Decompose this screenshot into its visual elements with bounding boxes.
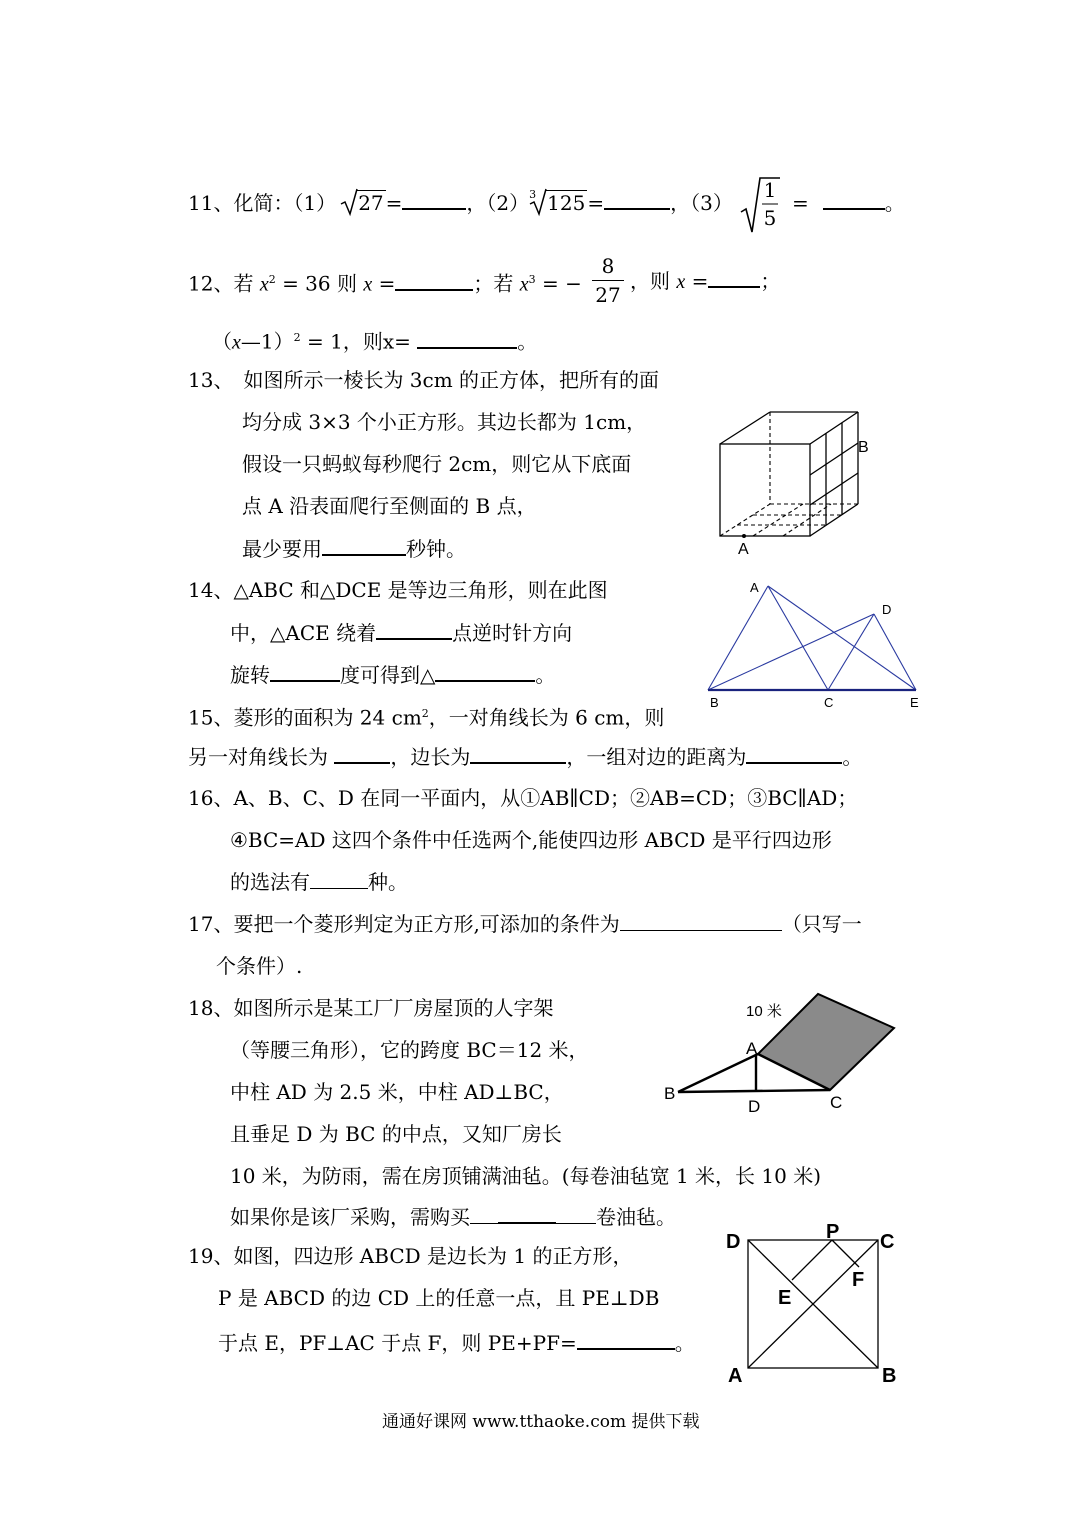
- q15-l2b: ，边长为: [390, 745, 471, 769]
- q12-blank-3[interactable]: [417, 329, 517, 349]
- q14-l3c: 。: [535, 663, 556, 687]
- label-D: D: [882, 602, 892, 617]
- q18-l6b: 卷油毡。: [596, 1205, 676, 1229]
- radical-icon: [529, 187, 547, 217]
- q14-l3: [230, 662, 555, 687]
- q14-l2b: 点逆时针方向: [452, 621, 573, 645]
- q12-then: ，则: [630, 269, 670, 293]
- var-x: x: [259, 273, 269, 296]
- paren-open: （: [212, 329, 232, 354]
- q14-l2: [230, 620, 572, 645]
- root-index: 3: [529, 188, 537, 201]
- q11-tail: [792, 190, 905, 215]
- q19-blank[interactable]: [577, 1330, 675, 1350]
- q15-l1: [188, 702, 664, 730]
- q15-blank-3[interactable]: [746, 744, 842, 764]
- q13-l4: 点 A 沿表面爬行至侧面的 B 点，: [242, 494, 537, 518]
- frac-num: 8: [592, 252, 624, 281]
- q11-mid3: ，（3）: [670, 191, 733, 215]
- q13-l3: 假设一只蚂蚁每秒爬行 2cm，则它从下底面: [242, 452, 632, 476]
- sqrt-fraction: [740, 176, 780, 234]
- q12-semi2: ；: [760, 269, 781, 293]
- q15-l2: [188, 744, 862, 769]
- q11-eq1: =: [385, 191, 403, 215]
- q14-l1: 14、△ABC 和△DCE 是等边三角形，则在此图: [188, 578, 608, 602]
- q11-end: 。: [884, 191, 905, 215]
- q11-blank-1[interactable]: [402, 190, 466, 210]
- q11-blank-2[interactable]: [604, 190, 670, 210]
- q14-l3b: 度可得到△: [340, 663, 436, 687]
- q16-l1: 16、A、B、C、D 在同一平面内，从①AB∥CD；②AB=CD；③BC∥AD；: [188, 786, 858, 810]
- q11-line: [188, 190, 733, 215]
- var-x: x: [363, 273, 373, 296]
- q18-l6: [230, 1204, 676, 1229]
- q16-l2: ④BC=AD 这四个条件中任选两个,能使四边形 ABCD 是平行四边形: [230, 828, 832, 852]
- q13-blank[interactable]: [322, 536, 406, 556]
- q12-semi1: ；若: [473, 271, 514, 296]
- q12-eq5: = 1，则x=: [306, 329, 411, 354]
- q11-blank-3[interactable]: [823, 190, 885, 210]
- q18-blank-b: [556, 1205, 596, 1224]
- label-B: B: [664, 1084, 676, 1103]
- q12-eq3: = −: [541, 271, 582, 296]
- label-C: C: [880, 1231, 895, 1253]
- q12-blank-1[interactable]: [395, 271, 473, 291]
- label-B: B: [882, 1365, 897, 1387]
- q13-l5: [242, 536, 466, 561]
- q17-l1b: （只写一: [781, 912, 862, 936]
- q14-blank-3[interactable]: [435, 662, 535, 682]
- q19-l3b: 。: [674, 1331, 695, 1355]
- label-C: C: [830, 1093, 843, 1112]
- q13-l2: 均分成 3×3 个小正方形。其边长都为 1cm，: [242, 410, 647, 434]
- q18-l1: 18、如图所示是某工厂厂房屋顶的人字架: [188, 996, 554, 1020]
- triangles-figure: [700, 574, 930, 714]
- q16-l3b: 种。: [368, 870, 408, 894]
- label-A: A: [728, 1365, 743, 1387]
- q12-blank-2[interactable]: [708, 268, 760, 288]
- q12-end: 。: [517, 329, 538, 354]
- label-D: D: [726, 1231, 741, 1253]
- q17-l2: 个条件）.: [216, 954, 303, 978]
- q18-l2: （等腰三角形），它的跨度 BC＝12 米，: [230, 1038, 589, 1062]
- var-x: x: [519, 273, 529, 296]
- q14-l2a: 中，△ACE 绕着: [230, 621, 377, 645]
- roof-figure: [660, 988, 900, 1112]
- label-C: C: [824, 695, 834, 710]
- var-x: x: [676, 271, 686, 293]
- label-A: A: [738, 541, 749, 558]
- sqrt-27: [340, 191, 385, 215]
- label-A: A: [746, 1039, 758, 1058]
- q18-blank-a: [470, 1205, 498, 1224]
- frac-den: 5: [763, 206, 777, 230]
- q11-eq3: =: [792, 191, 809, 215]
- q12-eq1: = 36 则: [282, 271, 357, 296]
- q14-l3a: 旋转: [230, 663, 270, 687]
- q19-l2: P 是 ABCD 的边 CD 上的任意一点，且 PE⊥DB: [218, 1286, 660, 1310]
- q13-l1: 13、 如图所示一棱长为 3cm 的正方体，把所有的面: [188, 368, 660, 392]
- q15-blank-1[interactable]: [334, 744, 390, 764]
- q16-l3: [230, 870, 408, 894]
- power-3: 3: [528, 273, 536, 286]
- q12-line2: [212, 326, 537, 355]
- q17-blank[interactable]: [620, 912, 782, 931]
- q15-l2c: ，一组对边的距离为: [566, 745, 747, 769]
- q15-l1a: 15、菱形的面积为 24 cm: [188, 705, 422, 730]
- q11-mid2: ，（2）: [466, 191, 530, 215]
- q12-prefix: 12、若: [188, 271, 254, 296]
- label-D: D: [748, 1097, 761, 1112]
- q13-l5a: 最少要用: [242, 537, 322, 561]
- radicand-125: 125: [547, 191, 586, 215]
- label-B: B: [710, 695, 719, 710]
- label-F: F: [852, 1269, 865, 1291]
- frac-num: 1: [763, 178, 777, 202]
- frac-den: 27: [595, 283, 621, 307]
- radical-icon: [340, 187, 358, 217]
- square-figure: [722, 1222, 902, 1388]
- label-E: E: [910, 695, 919, 710]
- radicand-27: 27: [358, 191, 384, 215]
- power-2: 2: [268, 273, 276, 286]
- q14-blank-2[interactable]: [270, 662, 340, 682]
- page-footer: 通通好课网 www.tthaoke.com 提供下载: [382, 1412, 700, 1432]
- label-P: P: [826, 1222, 840, 1243]
- q12-fraction: [592, 252, 624, 309]
- label-A: A: [750, 580, 759, 595]
- q14-blank-1[interactable]: [376, 620, 452, 640]
- power-2: 2: [421, 707, 429, 720]
- q18-blank[interactable]: [498, 1204, 556, 1224]
- q17-l1a: 17、要把一个菱形判定为正方形,可添加的条件为: [188, 912, 620, 936]
- label-B: B: [858, 439, 869, 456]
- q15-blank-2[interactable]: [470, 744, 566, 764]
- q19-l1: 19、如图，四边形 ABCD 是边长为 1 的正方形，: [188, 1244, 633, 1268]
- q18-l4: 且垂足 D 为 BC 的中点，又知厂房长: [230, 1122, 562, 1146]
- q18-l5: 10 米，为防雨，需在房顶铺满油毡。(每卷油毡宽 1 米，长 10 米): [230, 1164, 822, 1188]
- label-E: E: [778, 1287, 792, 1309]
- q18-l3: 中柱 AD 为 2.5 米，中柱 AD⊥BC，: [230, 1080, 564, 1104]
- label-10m: 10 米: [746, 1003, 782, 1020]
- q18-l6a: 如果你是该厂采购，需购买: [230, 1205, 470, 1229]
- var-x: x: [232, 331, 241, 354]
- q16-blank[interactable]: [310, 870, 368, 889]
- q12-eq4: =: [691, 269, 709, 293]
- cbrt-125: [529, 188, 587, 215]
- q15-l2d: 。: [842, 745, 863, 769]
- q15-l2a: 另一对角线长为: [188, 745, 328, 769]
- q19-l3: [218, 1330, 695, 1355]
- q16-l3a: 的选法有: [230, 870, 310, 894]
- minus-one: —1）: [240, 329, 294, 354]
- power-2: 2: [293, 331, 301, 344]
- q12-line1: [188, 268, 582, 297]
- cube-figure: [708, 406, 878, 558]
- q12-eq2: =: [378, 271, 396, 296]
- q12-line1-tail: [630, 268, 780, 294]
- q11-eq2: =: [587, 191, 605, 215]
- q19-l3a: 于点 E，PF⊥AC 于点 F，则 PE+PF=: [218, 1331, 577, 1355]
- q11-prefix: 11、化简：（1）: [188, 191, 337, 215]
- q17-l1: [188, 912, 862, 936]
- q13-l5b: 秒钟。: [406, 537, 466, 561]
- q15-l1b: ，一对角线长为 6 cm，则: [428, 705, 665, 730]
